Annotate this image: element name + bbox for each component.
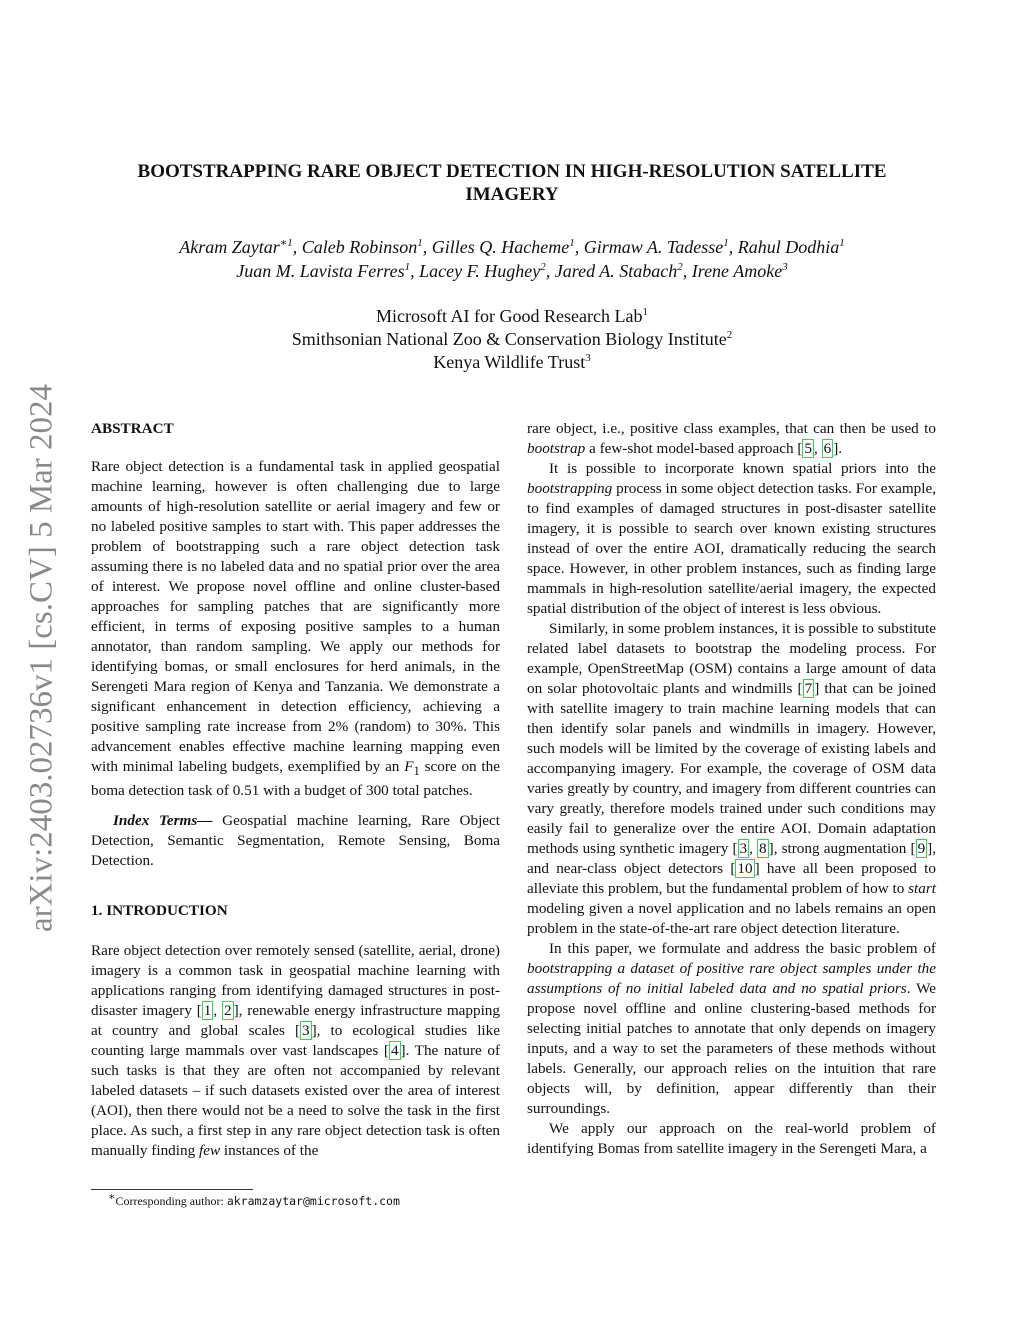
- arxiv-identifier: arXiv:2403.02736v1 [cs.CV] 5 Mar 2024: [23, 383, 60, 933]
- abstract-heading: ABSTRACT: [91, 420, 174, 437]
- citation-link[interactable]: 7: [804, 680, 813, 697]
- citation-link[interactable]: 6: [823, 440, 832, 457]
- body-paragraph: rare object, i.e., positive class examples, that can then be used to bootstrap a few-shot model-based approach [ 5 , 6 ].: [527, 420, 936, 457]
- affiliation-item: Smithsonian National Zoo & Conservation Biology Institute$^2$: [291, 329, 733, 349]
- author-name: Gilles Q. Hacheme: [431, 237, 570, 257]
- abstract-text: Rare object detection is a fundamental task in applied geospatial machine learning, however is often challenging due to large amounts of high-resolution satellite or aerial imagery and few or no labeled positive samples to start with. This paper addresses the problem of bootstrapping such a rare object detection task assuming there is no labeled data and no spatial prior over the area of interest. We propose novel offline and online cluster-based approaches for sampling patches that are significantly more efficient, in terms of exposing positive samples to a human annotator, than random sampling. We apply our methods for identifying bomas, or small enclosures for herd animals, in the Serengeti Mara region of Kenya and Tanzania. We demonstrate a significant enhancement in detection efficiency, achieving a positive sampling rate increase from 2% (random) to 30%. This advancement enables effective machine learning mapping even with minimal labeling budgets, exemplified by an $F_1$ score on the boma detection task of 0.51 with a budget of 300 total patches.: [91, 458, 500, 800]
- footnote-divider: [91, 1189, 253, 1190]
- citation-link[interactable]: 5: [804, 440, 813, 457]
- author-list: [112, 235, 912, 283]
- author-name: Rahul Dodhia: [737, 237, 840, 257]
- author-name: Caleb Robinson: [301, 237, 418, 257]
- author-name: Juan M. Lavista Ferres: [236, 261, 405, 281]
- paper-title: [112, 160, 912, 206]
- title-line-2: IMAGERY: [465, 184, 559, 205]
- author-name: Irene Amoke: [691, 261, 783, 281]
- citation-link[interactable]: 9: [917, 840, 926, 857]
- citation-link[interactable]: 3: [739, 840, 748, 857]
- left-column: [91, 419, 500, 1161]
- corresponding-email[interactable]: akramzaytar@microsoft.com: [226, 1194, 400, 1208]
- title-line-1: BOOTSTRAPPING RARE OBJECT DETECTION IN HIGH-RESOLUTION SATELLITE: [137, 161, 887, 182]
- index-terms: Index Terms— Geospatial machine learning, Rare Object Detection, Semantic Segmentation, Remote Sensing, Boma Detection.: [91, 812, 501, 870]
- body-paragraph: It is possible to incorporate known spatial priors into the bootstrapping process in some object detection tasks. For example, to find examples of damaged structures in post-disaster satellite imagery, it is possible to search over known existing structures instead of over the entire AOI, dramatically reducing the search space. However, in other problem instances, such as finding large mammals in high-resolution satellite/aerial imagery, the expected spatial distribution of the object of interest is less obvious.: [527, 460, 936, 617]
- citation-link[interactable]: 2: [223, 1002, 232, 1020]
- right-column: [527, 419, 936, 1159]
- citation-link[interactable]: 1: [203, 1002, 212, 1020]
- body-paragraph: Similarly, in some problem instances, it is possible to substitute related label datasets to bootstrap the modeling process. For example, OpenStreetMap (OSM) contains a large amount of data on solar photovoltaic plants and windmills [ 7 ] that can be joined with satellite imagery to train machine learning models that can then identify solar panels and windmills in imagery. However, such models will be limited by the coverage of existing labels and accompanying imagery. For example, the coverage of OSM data varies greatly by country, and imagery from different countries can vary greatly, therefore models trained under such conditions may easily fail to generalize over the entire AOI. Domain adaptation methods using synthetic imagery [ 3 , 8 ], strong augmentation [ 9 ], and near-class object detectors [ 10 ] have all been proposed to alleviate this problem, but the fundamental problem of how to start modeling given a novel application and no labels remains an open problem in the state-of-the-art rare object detection literature.: [527, 620, 937, 937]
- footnote: ∗Corresponding author: akramzaytar@microsoft.com: [108, 1191, 400, 1208]
- citation-link[interactable]: 10: [737, 860, 753, 877]
- body-paragraph: In this paper, we formulate and address the basic problem of bootstrapping a dataset of positive rare object samples under the assumptions of no initial labeled data and no spatial priors. We propose novel offline and online clustering-based methods for selecting initial patches to annotate that only depends on imagery inputs, and a way to set the parameters of these methods without labels. Generally, our approach relies on the intuition that rare objects will, by definition, appear differently than their surroundings.: [527, 940, 936, 1117]
- author-line-2: Juan M. Lavista Ferres$^1$, Lacey F. Hughey$^2$, Jared A. Stabach$^2$, Irene Amoke$^3$: [236, 261, 788, 281]
- affiliation-list: [112, 305, 912, 374]
- citation-link[interactable]: 4: [390, 1042, 399, 1060]
- intro-paragraph: Rare object detection over remotely sensed (satellite, aerial, drone) imagery is a common task in geospatial machine learning with applications ranging from identifying damaged structures in post-disaster imagery [ 1 , 2 ], renewable energy infrastructure mapping at country and global scales [ 3 ], to ecological studies like counting large mammals over vast landscapes [ 4 ]. The nature of such tasks is that they are often not accompanied by relevant labeled datasets – if such datasets existed over the area of interest (AOI), then there would not be a need to solve the task in the first place. As such, a first step in any rare object detection task is often manually finding few instances of the: [91, 942, 500, 1160]
- author-name: Lacey F. Hughey: [419, 261, 541, 281]
- author-name: Akram Zaytar: [179, 237, 280, 257]
- citation-link[interactable]: 8: [759, 840, 767, 857]
- author-name: Girmaw A. Tadesse: [583, 237, 724, 257]
- affiliation-item: Microsoft AI for Good Research Lab$^1$: [376, 306, 648, 326]
- arxiv-sidebar-stamp: [4, 358, 80, 958]
- author-line-1: Akram Zaytar$^{∗1}$, Caleb Robinson$^1$, Gilles Q. Hacheme$^1$, Girmaw A. Tadesse$^1$, Rahul Dodhia$^1$: [179, 237, 845, 257]
- author-name: Jared A. Stabach: [554, 261, 678, 281]
- citation-link[interactable]: 3: [302, 1022, 310, 1040]
- affiliation-item: Kenya Wildlife Trust$^3$: [433, 352, 591, 372]
- section-heading-introduction: 1. INTRODUCTION: [91, 902, 228, 920]
- body-paragraph: We apply our approach on the real-world problem of identifying Bomas from satellite imagery in the Serengeti Mara, a: [527, 1120, 936, 1157]
